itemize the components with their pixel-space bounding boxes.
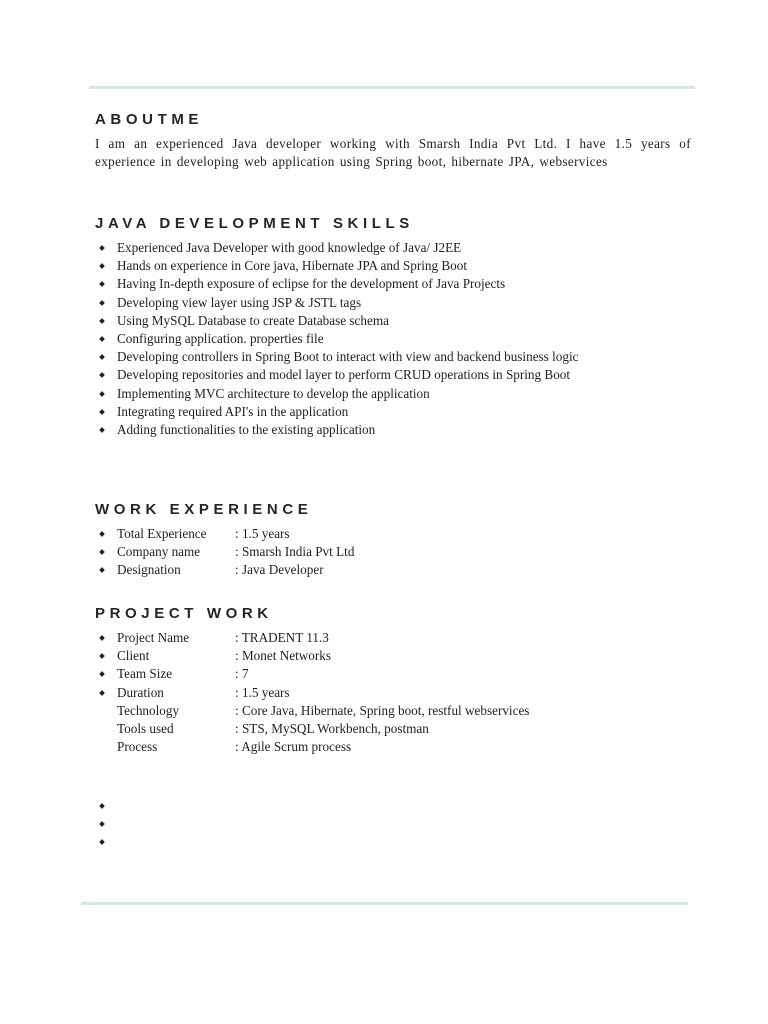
field-label: Company name: [117, 544, 201, 560]
bullet-icon: [99, 531, 105, 537]
list-item: [95, 629, 691, 647]
list-item: Developing controllers in Spring Boot to interact with view and backend business logic: [95, 348, 691, 366]
work-section: [95, 500, 691, 580]
list-item: [95, 797, 117, 815]
bullet-icon: [99, 300, 105, 306]
work-heading: WORK EXPERIENCE: [95, 501, 313, 518]
skills-list: [95, 239, 691, 439]
skills-heading: JAVA DEVELOPMENT SKILLS: [95, 215, 414, 232]
bullet-icon: [99, 635, 105, 641]
skills-section: [95, 214, 691, 439]
bullet-icon: [99, 391, 105, 397]
list-item: Using MySQL Database to create Database schema: [95, 312, 691, 330]
field-value: : 1.5 years: [235, 526, 290, 541]
field-label: Process: [117, 739, 158, 755]
about-text: I am an experienced Java developer working with Smarsh India Pvt Ltd. I have 1.5 years of experience in developing web application using Spring boot, hibernate JPA, webservices: [95, 136, 691, 170]
project-section: [95, 604, 691, 756]
empty-bullet-list: [95, 797, 117, 852]
work-list: [95, 525, 691, 580]
bullet-icon: [99, 672, 105, 678]
list-item: Developing repositories and model layer to perform CRUD operations in Spring Boot: [95, 366, 691, 384]
project-detail-row: [95, 738, 691, 756]
list-item: [95, 543, 691, 561]
field-value: : Smarsh India Pvt Ltd: [235, 544, 355, 560]
bullet-icon: [99, 803, 105, 809]
list-item: [95, 665, 691, 683]
list-item: Integrating required API's in the application: [95, 403, 691, 421]
bullet-icon: [99, 840, 105, 846]
field-label: Tools used: [117, 721, 174, 737]
bullet-icon: [99, 373, 105, 379]
field-value: : STS, MySQL Workbench, postman: [235, 721, 429, 737]
field-value: : 7: [235, 666, 249, 682]
project-detail-row: [95, 702, 691, 720]
list-item: Developing view layer using JSP & JSTL tags: [95, 294, 691, 312]
list-item: [95, 815, 117, 833]
bullet-icon: [99, 263, 105, 269]
list-item: Adding functionalities to the existing application: [95, 421, 691, 439]
bullet-icon: [99, 409, 105, 415]
list-item: [95, 561, 691, 579]
list-item: [95, 525, 691, 543]
bullet-icon: [99, 568, 105, 574]
bullet-icon: [99, 245, 105, 251]
field-value: : Java Developer: [235, 562, 324, 578]
bullet-icon: [99, 427, 105, 433]
bullet-icon: [99, 282, 105, 288]
list-item: Hands on experience in Core java, Hibernate JPA and Spring Boot: [95, 257, 691, 275]
field-label: Technology: [117, 702, 180, 718]
field-label: Team Size: [117, 666, 173, 682]
field-label: Project Name: [117, 630, 190, 645]
field-label: Total Experience: [117, 526, 207, 541]
list-item: [95, 833, 117, 851]
bullet-icon: [99, 318, 105, 324]
bullet-icon: [99, 653, 105, 659]
field-value: : Monet Networks: [235, 648, 331, 664]
top-divider: [89, 86, 695, 89]
list-item: Implementing MVC architecture to develop the application: [95, 385, 691, 403]
list-item: Having In-depth exposure of eclipse for the development of Java Projects: [95, 275, 691, 293]
field-label: Client: [117, 648, 150, 664]
field-value: : 1.5 years: [235, 684, 290, 700]
bullet-icon: [99, 821, 105, 827]
field-value: : Core Java, Hibernate, Spring boot, restful webservices: [235, 702, 530, 718]
field-label: Designation: [117, 562, 181, 578]
field-value: : TRADENT 11.3: [235, 630, 329, 645]
bullet-icon: [99, 354, 105, 360]
about-section: [95, 110, 691, 172]
list-item: [95, 647, 691, 665]
bottom-divider: [81, 902, 688, 905]
list-item: Configuring application. properties file: [95, 330, 691, 348]
field-label: Duration: [117, 684, 164, 700]
about-heading: ABOUTME: [95, 111, 204, 128]
project-heading: PROJECT WORK: [95, 605, 273, 622]
bullet-icon: [99, 336, 105, 342]
project-list: [95, 629, 691, 702]
list-item: [95, 684, 691, 702]
bullet-icon: [99, 549, 105, 555]
project-detail-row: [95, 720, 691, 738]
field-value: : Agile Scrum process: [235, 739, 352, 755]
bullet-icon: [99, 690, 105, 696]
list-item: Experienced Java Developer with good knowledge of Java/ J2EE: [95, 239, 691, 257]
